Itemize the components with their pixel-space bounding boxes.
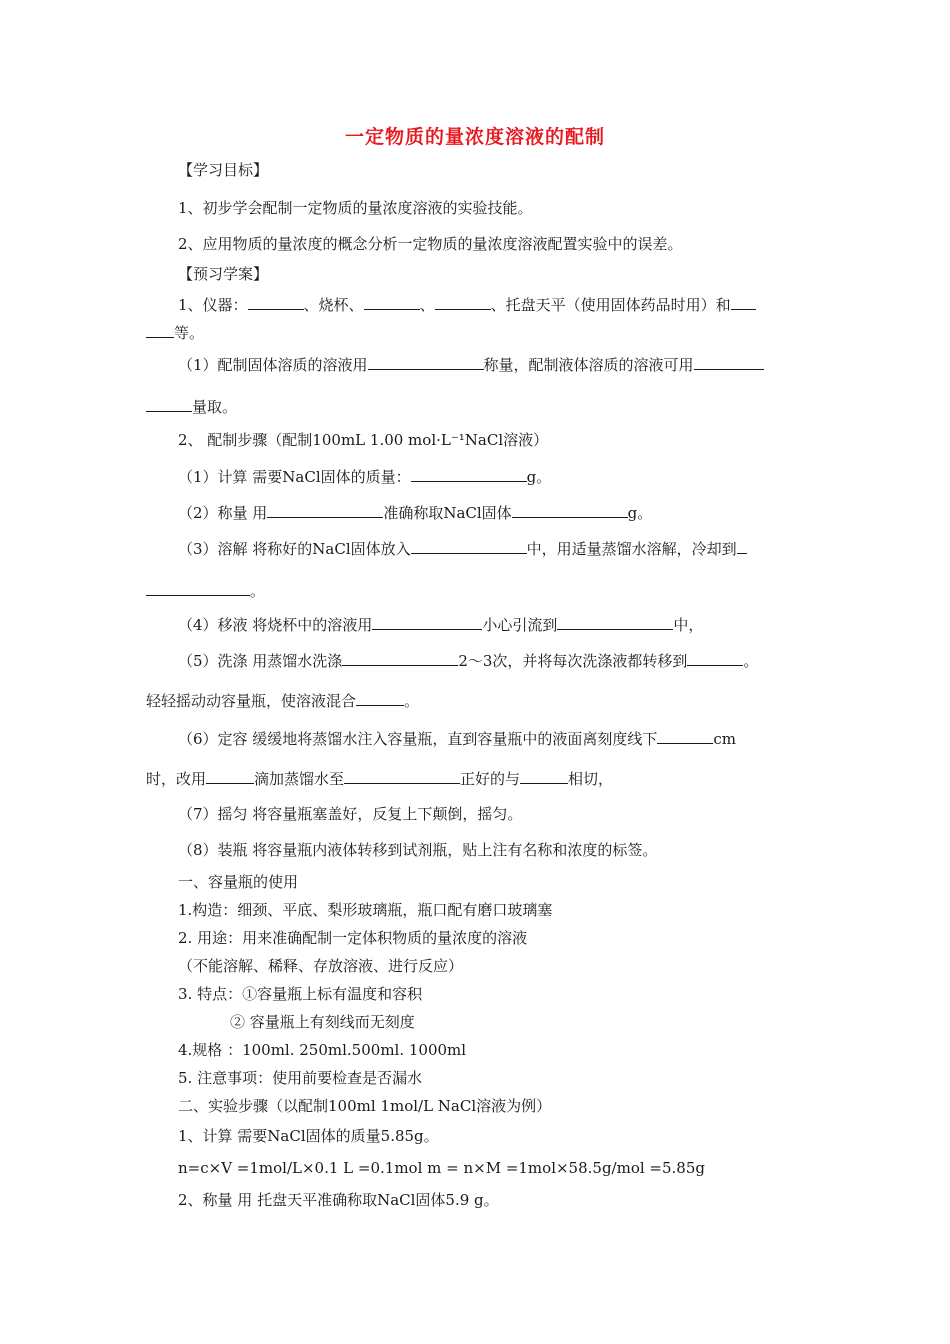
step-1: （1）计算 需要NaCl固体的质量： g。 xyxy=(178,468,552,486)
instruments-line: 1、仪器： 、烧杯、 、 、托盘天平（使用固体药品时用）和 xyxy=(178,294,756,315)
step-4: （4）移液 将烧杯中的溶液用 小心引流到 中， xyxy=(178,616,704,634)
step-8: （8）装瓶 将容量瓶内液体转移到试剂瓶，贴上注有名称和浓度的标签。 xyxy=(178,841,658,859)
usage-2-note: （不能溶解、稀释、存放溶液、进行反应） xyxy=(178,957,464,975)
usage-2: 2. 用途：用来准确配制一定体积物质的量浓度的溶液 xyxy=(178,929,528,947)
page-title: 一定物质的量浓度溶液的配制 xyxy=(344,126,605,148)
experiment-step-2: 2、称量 用 托盘天平准确称取NaCl固体5.9 g。 xyxy=(178,1191,499,1209)
step-7: （7）摇匀 将容量瓶塞盖好，反复上下颠倒，摇匀。 xyxy=(178,805,523,823)
goal-2: 2、应用物质的量浓度的概念分析一定物质的量浓度溶液配置实验中的误差。 xyxy=(178,235,683,253)
step-3-cont: 。 xyxy=(146,580,265,601)
usage-4: 4.规格 ：100ml. 250ml.500ml. 1000ml xyxy=(178,1041,467,1059)
usage-5: 5. 注意事项：使用前要检查是否漏水 xyxy=(178,1069,423,1087)
section-1-heading: 一、容量瓶的使用 xyxy=(178,873,299,891)
step-6: （6）定容 缓缓地将蒸馏水注入容量瓶，直到容量瓶中的液面离刻度线下 cm xyxy=(178,730,736,748)
prep-1-line: （1）配制固体溶质的溶液用 称量，配制液体溶质的溶液可用 xyxy=(178,354,764,375)
preview-header: 【预习学案】 xyxy=(178,265,269,283)
steps-heading: 2、 配制步骤（配制100mL 1.00 mol·L⁻¹NaCl溶液） xyxy=(178,431,549,449)
prep-1-line-cont: 量取。 xyxy=(146,396,237,417)
usage-3-second: ② 容量瓶上有刻线而无刻度 xyxy=(230,1013,415,1031)
step-5: （5）洗涤 用蒸馏水洗涤 2～3次，并将每次洗涤液都转移到 。 xyxy=(178,652,759,670)
goals-header: 【学习目标】 xyxy=(178,161,269,179)
step-6-cont: 时，改用 滴加蒸馏水至 正好的与 相切， xyxy=(146,770,614,788)
step-2: （2）称量 用 准确称取NaCl固体 g。 xyxy=(178,504,653,522)
step-3: （3）溶解 将称好的NaCl固体放入 中，用适量蒸馏水溶解，冷却到 xyxy=(178,538,747,559)
step-5-cont: 轻轻摇动动容量瓶，使溶液混合 。 xyxy=(146,692,420,710)
experiment-step-1: 1、计算 需要NaCl固体的质量5.85g。 xyxy=(178,1127,439,1145)
usage-3: 3. 特点：①容量瓶上标有温度和容积 xyxy=(178,985,423,1003)
section-2-heading: 二、实验步骤（以配制100ml 1mol/L NaCl溶液为例） xyxy=(178,1097,552,1115)
goal-1: 1、初步学会配制一定物质的量浓度溶液的实验技能。 xyxy=(178,199,533,217)
instruments-line-cont: 等。 xyxy=(146,322,204,343)
usage-1: 1.构造：细颈、平底、梨形玻璃瓶，瓶口配有磨口玻璃塞 xyxy=(178,901,553,919)
experiment-formula: n=c×V =1mol/L×0.1 L =0.1mol m = n×M =1mol×58.5g/mol =5.85g xyxy=(178,1159,705,1177)
